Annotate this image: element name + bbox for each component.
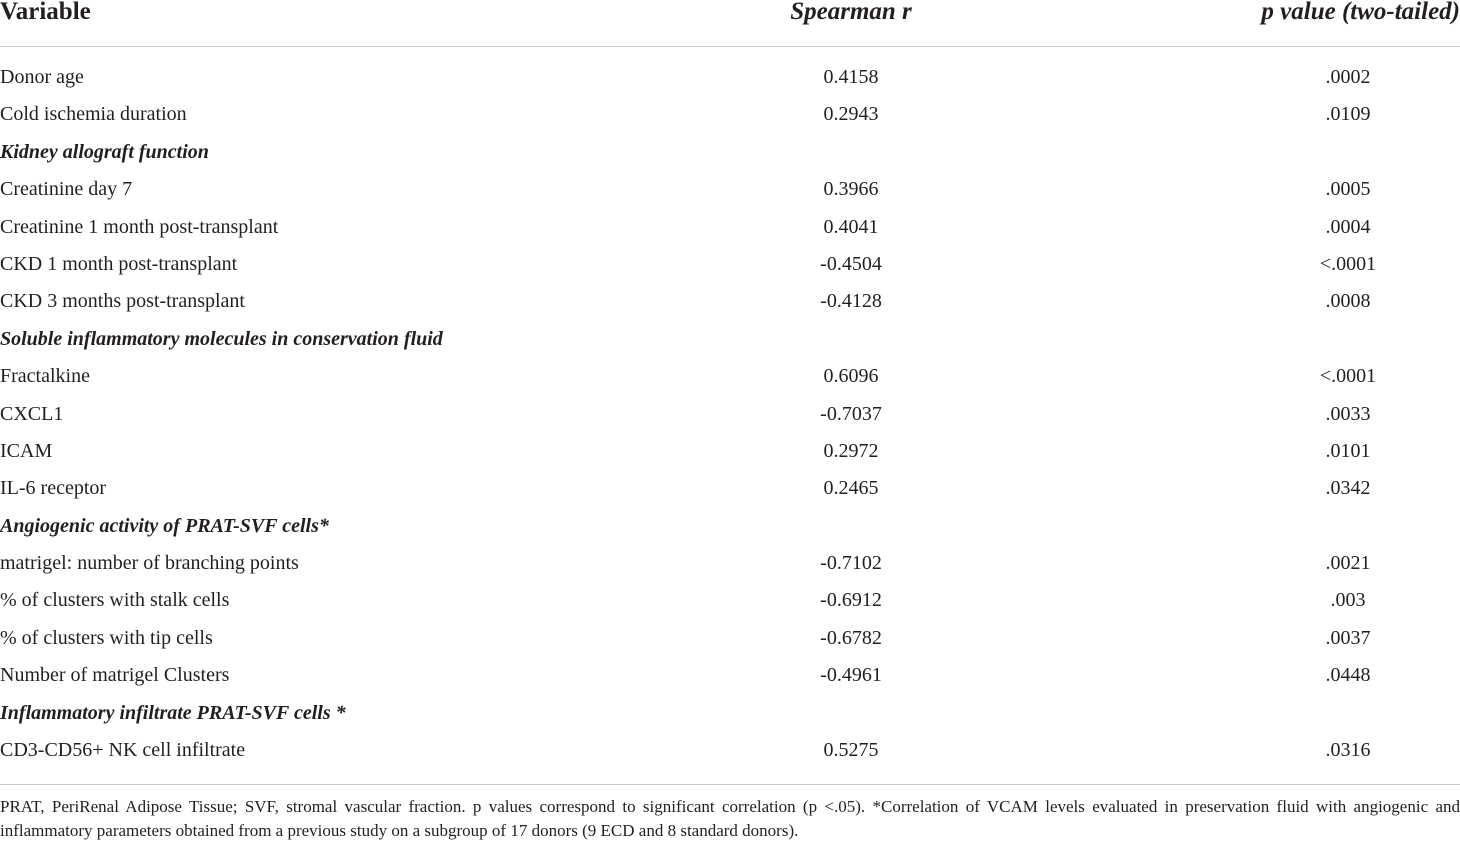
header-variable: Variable — [0, 0, 91, 25]
header-spearman-r: Spearman r — [790, 0, 912, 25]
spearman-r-cell: 0.2972 — [823, 439, 879, 462]
table-row — [0, 171, 1460, 208]
table-row — [0, 283, 1460, 320]
p-value-cell: .0109 — [1325, 103, 1371, 126]
p-value-cell: .0033 — [1325, 402, 1371, 425]
variable-cell: % of clusters with tip cells — [0, 626, 213, 649]
p-value-cell: .0101 — [1325, 439, 1371, 462]
table-row — [0, 732, 1460, 769]
section-heading: Angiogenic activity of PRAT-SVF cells* — [0, 514, 329, 537]
section-heading-row — [0, 321, 1460, 358]
table-row — [0, 209, 1460, 246]
table-header — [0, 0, 1460, 47]
table-row — [0, 470, 1460, 507]
spearman-r-cell: 0.4041 — [823, 215, 879, 238]
table-body — [0, 59, 1460, 769]
spearman-r-cell: 0.5275 — [823, 739, 879, 762]
p-value-cell: .0002 — [1325, 66, 1371, 88]
spearman-r-cell: -0.4128 — [820, 290, 882, 313]
table-row — [0, 433, 1460, 470]
footer-divider — [0, 784, 1460, 785]
variable-cell: ICAM — [0, 439, 53, 462]
p-value-cell: <.0001 — [1319, 365, 1377, 388]
variable-cell: Cold ischemia duration — [0, 103, 187, 126]
variable-cell: CKD 3 months post-transplant — [0, 290, 245, 313]
spearman-r-cell: -0.7102 — [820, 552, 882, 575]
variable-cell: CXCL1 — [0, 402, 64, 425]
section-heading: Kidney allograft function — [0, 140, 209, 163]
table-footnote: PRAT, PeriRenal Adipose Tissue; SVF, stromal vascular fraction. p values correspond to significant correlation (p <.05). *Correlation of VCAM levels evaluated in preservation fluid with angiogenic and inflammatory parameters obtained from a previous study on a subgroup of 17 donors (9 ECD and 8 standard donors). — [0, 797, 1460, 840]
table-row — [0, 96, 1460, 133]
spearman-r-cell: -0.6782 — [820, 626, 882, 649]
p-value-cell: .0342 — [1325, 477, 1371, 500]
spearman-r-cell: -0.6912 — [820, 589, 882, 612]
p-value-cell: .0004 — [1325, 215, 1371, 238]
table-row — [0, 545, 1460, 582]
variable-cell: Creatinine 1 month post-transplant — [0, 215, 279, 238]
section-heading-row — [0, 508, 1460, 545]
spearman-r-cell: 0.2465 — [823, 477, 879, 500]
table-row — [0, 358, 1460, 395]
p-value-cell: .0448 — [1325, 664, 1371, 687]
table-row — [0, 396, 1460, 433]
p-value-cell: .003 — [1330, 589, 1366, 612]
section-heading-row — [0, 695, 1460, 732]
section-heading: Inflammatory infiltrate PRAT-SVF cells * — [0, 701, 346, 724]
table-row — [0, 582, 1460, 619]
variable-cell: IL-6 receptor — [0, 477, 107, 500]
variable-cell: % of clusters with stalk cells — [0, 589, 230, 612]
table-row — [0, 246, 1460, 283]
table-row — [0, 657, 1460, 694]
variable-cell: Fractalkine — [0, 365, 90, 388]
variable-cell: Creatinine day 7 — [0, 178, 133, 201]
p-value-cell: .0316 — [1325, 739, 1371, 762]
p-value-cell: .0008 — [1325, 290, 1371, 313]
variable-cell: CKD 1 month post-transplant — [0, 252, 238, 275]
table-row — [0, 59, 1460, 96]
p-value-cell: .0021 — [1325, 552, 1371, 575]
section-heading-row — [0, 134, 1460, 171]
variable-cell: matrigel: number of branching points — [0, 552, 299, 575]
variable-cell: Donor age — [0, 66, 84, 88]
p-value-cell: <.0001 — [1319, 252, 1377, 275]
p-value-cell: .0005 — [1325, 178, 1371, 201]
header-p-value: p value (two-tailed) — [1261, 0, 1460, 25]
spearman-r-cell: 0.2943 — [823, 103, 879, 126]
variable-cell: CD3-CD56+ NK cell infiltrate — [0, 739, 246, 762]
spearman-r-cell: -0.7037 — [820, 402, 882, 425]
section-heading: Soluble inflammatory molecules in conservation fluid — [0, 327, 443, 350]
variable-cell: Number of matrigel Clusters — [0, 664, 230, 687]
spearman-r-cell: -0.4504 — [820, 252, 882, 275]
table-row — [0, 620, 1460, 657]
spearman-r-cell: 0.4158 — [823, 66, 879, 88]
p-value-cell: .0037 — [1325, 626, 1371, 649]
spearman-r-cell: 0.6096 — [823, 365, 879, 388]
spearman-r-cell: -0.4961 — [820, 664, 882, 687]
spearman-r-cell: 0.3966 — [823, 178, 879, 201]
